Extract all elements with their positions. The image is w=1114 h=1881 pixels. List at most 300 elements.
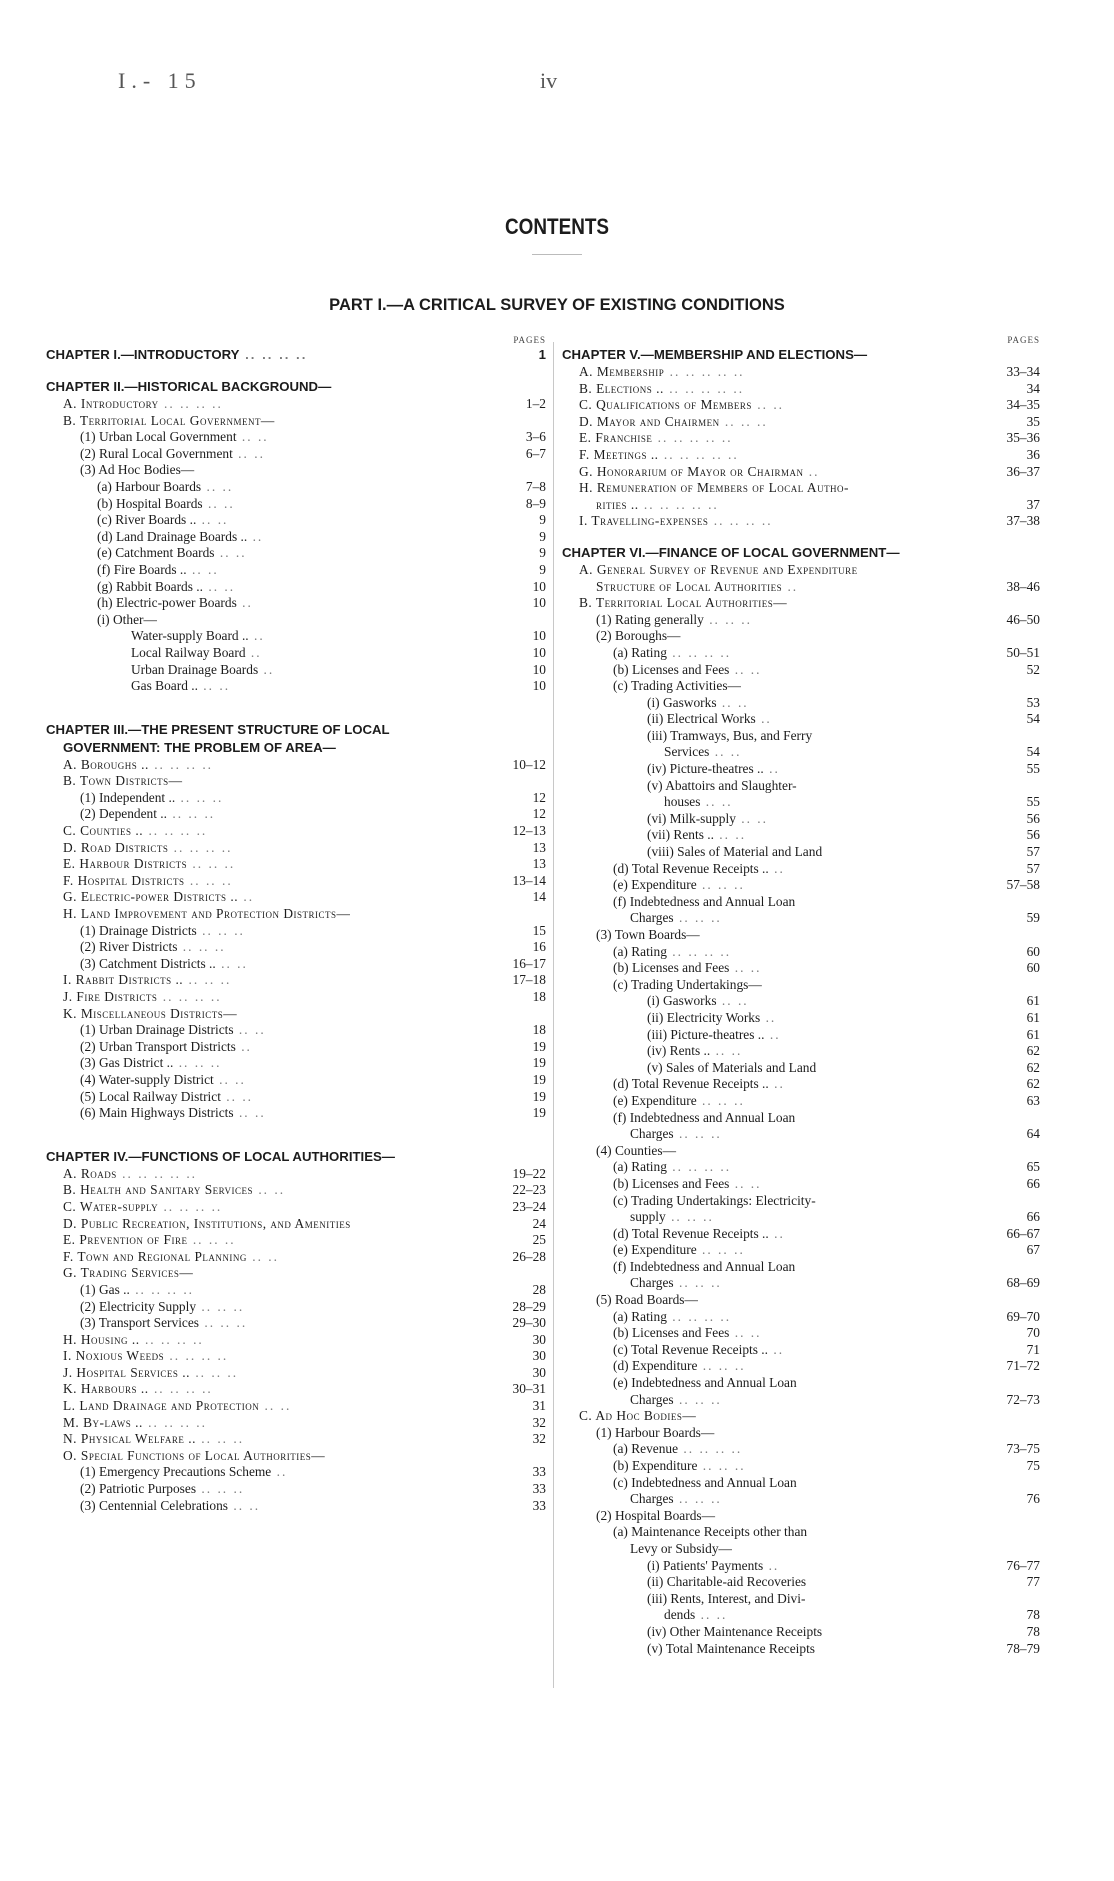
leader-dots: .. .. ..	[189, 1364, 239, 1380]
leader-dots: ..	[235, 1038, 252, 1054]
leader-dots: .. .. .. ..	[142, 1414, 207, 1430]
entry-title	[562, 1143, 1040, 1160]
entry-text: (v) Sales of Materials and Land	[647, 1059, 817, 1075]
leader-dots: .. ..	[695, 1607, 728, 1623]
leader-dots: .. ..	[236, 429, 269, 445]
leader-dots: .. ..	[197, 678, 231, 694]
entry-pages: 28	[532, 1281, 546, 1297]
entry-pages: 35	[1026, 413, 1040, 429]
leader-dots: .. ..	[186, 561, 219, 577]
toc-entry	[46, 446, 546, 463]
entry-pages: 66–67	[1006, 1225, 1040, 1241]
leader-dots: ..	[803, 463, 820, 479]
entry-text: (1) Independent ..	[80, 789, 176, 805]
page-number: iv	[540, 68, 558, 93]
chapter-heading	[46, 1148, 546, 1166]
entry-text: CHAPTER II.—HISTORICAL BACKGROUND—	[46, 379, 332, 394]
entry-title	[46, 396, 546, 413]
entry-text: E. Prevention of Fire	[63, 1232, 188, 1248]
entry-text: (vii) Rents ..	[647, 827, 714, 843]
entry-text: F. Meetings ..	[579, 446, 659, 462]
entry-title	[46, 739, 546, 757]
leader-dots: .. ..	[729, 960, 762, 976]
toc-entry	[562, 711, 1040, 728]
entry-text: (b) Licenses and Fees	[613, 661, 730, 677]
entry-text: Charges	[630, 1275, 674, 1291]
leader-dots: .. .. .. ..	[666, 1308, 732, 1324]
toc-entry	[46, 923, 546, 940]
entry-title	[46, 1448, 546, 1465]
entry-text: (iii) Tramways, Bus, and Ferry	[647, 727, 813, 743]
leader-dots: .. ..	[214, 545, 247, 561]
entry-text: Charges	[630, 1491, 674, 1507]
toc-entry	[46, 1381, 546, 1398]
toc-entry	[46, 1105, 546, 1122]
toc-entry	[46, 939, 546, 956]
entry-text: L. Land Drainage and Protection	[63, 1398, 260, 1414]
leader-dots: .. ..	[232, 445, 265, 461]
toc-entry	[46, 889, 546, 906]
entry-pages: 3–6	[525, 429, 546, 445]
toc-entry	[46, 479, 546, 496]
entry-text: (2) Boroughs—	[596, 628, 681, 644]
entry-title	[46, 645, 546, 662]
leader-dots: .. ..	[713, 827, 747, 843]
toc-entry	[46, 956, 546, 973]
entry-title	[46, 678, 546, 695]
toc-entry	[562, 695, 1040, 712]
entry-text: (ii) Charitable-aid Recoveries	[647, 1574, 807, 1590]
entry-pages: 10	[532, 661, 546, 677]
entry-pages: 19	[532, 1038, 546, 1054]
toc-entry	[46, 1006, 546, 1023]
entry-text: G. Electric-power Districts ..	[63, 889, 239, 905]
entry-text: Gas Board ..	[131, 678, 198, 694]
chapter-heading	[46, 721, 546, 739]
entry-title	[46, 1315, 546, 1332]
toc-entry	[46, 823, 546, 840]
entry-text: Water-supply Board ..	[131, 628, 249, 644]
entry-pages: 32	[532, 1414, 546, 1430]
toc-entry	[46, 512, 546, 529]
leader-dots: ..	[764, 1026, 781, 1042]
entry-title	[562, 1508, 1040, 1525]
toc-entry	[562, 1043, 1040, 1060]
entry-text: CHAPTER VI.—FINANCE OF LOCAL GOVERNMENT—	[562, 544, 900, 560]
entry-text: D. Public Recreation, Institutions, and Amenities	[63, 1215, 351, 1231]
entry-pages: 30	[532, 1331, 546, 1347]
toc-entry	[46, 612, 546, 629]
entry-text: (iv) Rents ..	[647, 1043, 711, 1059]
entry-text: (2) Dependent ..	[80, 806, 168, 822]
entry-title	[46, 462, 546, 479]
toc-entry	[562, 513, 1040, 530]
entry-pages: 68–69	[1006, 1275, 1040, 1291]
entry-text: (i) Other—	[97, 611, 157, 627]
toc-entry	[46, 1481, 546, 1498]
toc-entry	[562, 894, 1040, 911]
entry-text: (a) Harbour Boards	[97, 478, 202, 494]
entry-text: I. Rabbit Districts ..	[63, 972, 184, 988]
leader-dots: ..	[763, 1557, 780, 1573]
leader-dots: .. .. .. ..	[164, 1348, 229, 1364]
entry-title	[46, 1381, 546, 1398]
entry-title	[562, 346, 1040, 364]
entry-text: G. Trading Services—	[63, 1265, 194, 1281]
entry-pages: 32	[532, 1431, 546, 1447]
toc-entry	[562, 1226, 1040, 1243]
entry-pages: 65	[1026, 1159, 1040, 1175]
toc-entry	[46, 662, 546, 679]
entry-pages: 50–51	[1006, 644, 1040, 660]
entry-text: (c) Indebtedness and Annual Loan	[613, 1474, 797, 1490]
leader-dots: .. .. ..	[673, 1275, 722, 1291]
entry-pages: 72–73	[1006, 1391, 1040, 1407]
toc-entry	[562, 960, 1040, 977]
toc-entry	[562, 1325, 1040, 1342]
entry-title	[562, 778, 1040, 795]
entry-pages: 77	[1026, 1574, 1040, 1590]
entry-text: (2) Hospital Boards—	[596, 1507, 716, 1523]
entry-title	[562, 1259, 1040, 1276]
entry-title	[46, 989, 546, 1006]
toc-entry	[46, 1431, 546, 1448]
toc-entry	[562, 612, 1040, 629]
toc-entry	[46, 1448, 546, 1465]
entry-pages: 19	[532, 1055, 546, 1071]
entry-title	[46, 1166, 546, 1183]
entry-text: (b) Licenses and Fees	[613, 1325, 730, 1341]
entry-text: (2) Electricity Supply	[80, 1298, 197, 1314]
toc-entry	[46, 1022, 546, 1039]
leader-dots: .. .. .. ..	[678, 1441, 743, 1457]
entry-text: (2) River Districts	[80, 939, 178, 955]
toc-entry	[562, 579, 1040, 596]
entry-pages: 57–58	[1006, 877, 1040, 893]
entry-title	[46, 1006, 546, 1023]
leader-dots: .. .. ..	[196, 922, 245, 938]
entry-text: CHAPTER III.—THE PRESENT STRUCTURE OF LOCAL	[46, 721, 390, 737]
entry-text: A. Introductory	[63, 396, 159, 411]
toc-entry	[562, 861, 1040, 878]
toc-entry	[562, 1027, 1040, 1044]
leader-dots: .. .. .. ..	[666, 1159, 732, 1175]
leader-dots: .. .. .. ..	[158, 1198, 223, 1214]
entry-text: (3) Catchment Districts ..	[80, 955, 216, 971]
toc-entry	[562, 1408, 1040, 1425]
entry-title	[562, 480, 1040, 497]
entry-pages: 15	[532, 922, 546, 938]
entry-pages: 56	[1026, 827, 1040, 843]
leader-dots: ..	[782, 578, 799, 594]
leader-dots: ..	[760, 1009, 777, 1025]
entry-title	[46, 1022, 546, 1039]
entry-pages: 55	[1026, 761, 1040, 777]
entry-text: (viii) Sales of Material and Land	[647, 844, 823, 860]
toc-entry	[46, 972, 546, 989]
toc-entry	[46, 1055, 546, 1072]
leader-dots: .. .. ..	[673, 1126, 722, 1142]
entry-text: (2) Patriotic Purposes	[80, 1481, 197, 1497]
entry-text: C. Ad Hoc Bodies—	[579, 1408, 697, 1424]
entry-pages: 19	[532, 1071, 546, 1087]
entry-text: (1) Urban Drainage Districts	[80, 1022, 234, 1038]
entry-title	[46, 529, 546, 546]
leader-dots: .. ..	[201, 478, 234, 494]
entry-text: (ii) Electrical Works	[647, 711, 756, 727]
entry-text: (d) Total Revenue Receipts ..	[613, 860, 769, 876]
entry-text: (ii) Electricity Works	[647, 1009, 761, 1025]
entry-title	[46, 1148, 546, 1166]
leader-dots: .. .. .. ..	[143, 823, 208, 839]
leader-dots: .. ..	[729, 661, 762, 677]
entry-pages: 76	[1026, 1491, 1040, 1507]
leader-dots: .. .. ..	[673, 1391, 722, 1407]
chapter-heading	[46, 739, 546, 757]
toc-entry	[46, 462, 546, 479]
entry-title	[46, 1398, 546, 1415]
toc-entry	[562, 364, 1040, 381]
toc-entry	[562, 645, 1040, 662]
entry-text: (2) Rural Local Government	[80, 445, 233, 461]
entry-pages: 9	[539, 545, 546, 561]
toc-entry	[46, 429, 546, 446]
leader-dots: ..	[236, 595, 253, 611]
entry-title	[46, 545, 546, 562]
leader-dots: .. ..	[196, 512, 229, 528]
entry-pages: 62	[1026, 1043, 1040, 1059]
toc-entry	[46, 545, 546, 562]
entry-pages: 64	[1026, 1126, 1040, 1142]
toc-entry	[46, 1166, 546, 1183]
entry-title	[46, 562, 546, 579]
entry-pages: 9	[539, 561, 546, 577]
toc-entry	[562, 1292, 1040, 1309]
toc-entry	[562, 728, 1040, 745]
entry-title	[46, 1431, 546, 1448]
entry-title	[562, 728, 1040, 745]
pages-column-header: PAGES	[1007, 335, 1040, 345]
entry-text: Local Railway Board	[131, 644, 246, 660]
toc-entry	[46, 1282, 546, 1299]
leader-dots: .. ..	[729, 1175, 762, 1191]
toc-entry	[562, 811, 1040, 828]
entry-pages: 22–23	[512, 1182, 546, 1198]
entry-text: rities ..	[596, 496, 639, 512]
toc-entry	[46, 1039, 546, 1056]
spacer	[46, 695, 546, 721]
entry-title	[46, 595, 546, 612]
entry-title	[46, 1072, 546, 1089]
leader-dots: .. ..	[729, 1325, 762, 1341]
entry-text: J. Fire Districts	[63, 989, 158, 1004]
entry-text: (3) Gas District ..	[80, 1055, 174, 1071]
entry-text: (iii) Picture-theatres ..	[647, 1026, 765, 1042]
entry-title	[46, 906, 546, 923]
entry-title	[562, 1541, 1040, 1558]
entry-text: (a) Rating	[613, 943, 667, 959]
leader-dots: ..	[755, 711, 772, 727]
toc-entry	[46, 773, 546, 790]
entry-pages: 46–50	[1006, 611, 1040, 627]
leader-dots: ..	[248, 628, 265, 644]
entry-title	[562, 1110, 1040, 1127]
entry-title	[562, 595, 1040, 612]
toc-entry	[46, 595, 546, 612]
toc-entry	[562, 1392, 1040, 1409]
entry-text: (i) Gasworks	[647, 694, 717, 710]
spacer	[562, 530, 1040, 544]
leader-dots: ..	[763, 761, 780, 777]
leader-dots: .. .. ..	[187, 856, 236, 872]
entry-title	[46, 757, 546, 774]
entry-text: (b) Licenses and Fees	[613, 960, 730, 976]
entry-title	[46, 840, 546, 857]
entry-text: (b) Expenditure	[613, 1458, 698, 1473]
leader-dots: .. ..	[213, 1071, 246, 1087]
leader-dots: .. ..	[202, 495, 235, 511]
entry-text: A. Membership	[579, 364, 665, 379]
toc-entry	[562, 977, 1040, 994]
entry-text: (g) Rabbit Boards ..	[97, 578, 203, 594]
entry-text: C. Qualifications of Members	[579, 397, 752, 413]
spacer	[46, 364, 546, 378]
entry-pages: 33–34	[1006, 364, 1040, 379]
chapter-heading	[562, 346, 1040, 364]
entry-pages: 34–35	[1006, 397, 1040, 413]
toc-entry	[562, 1641, 1040, 1658]
toc-entry	[562, 1076, 1040, 1093]
toc-entry	[46, 856, 546, 873]
entry-text: H. Housing ..	[63, 1331, 140, 1347]
entry-pages: 10–12	[512, 756, 546, 772]
entry-pages: 23–24	[512, 1198, 546, 1214]
toc-entry	[562, 794, 1040, 811]
entry-title	[46, 972, 546, 989]
leader-dots: .. .. .. .. ..	[116, 1165, 198, 1181]
entry-title	[562, 1524, 1040, 1541]
entry-text: (a) Rating	[613, 1308, 667, 1324]
toc-entry	[562, 397, 1040, 414]
entry-title	[46, 662, 546, 679]
leader-dots: .. ..	[215, 955, 248, 971]
leader-dots: .. .. ..	[696, 1242, 745, 1258]
entry-title	[562, 1292, 1040, 1309]
toc-entry	[46, 906, 546, 923]
entry-title	[46, 1199, 546, 1216]
leader-dots: .. .. .. ..	[139, 1331, 204, 1347]
toc-entry	[562, 1242, 1040, 1259]
entry-title	[46, 479, 546, 496]
entry-pages: 19–22	[512, 1165, 546, 1181]
entry-pages: 16	[532, 939, 546, 955]
entry-title	[46, 346, 546, 364]
entry-pages: 61	[1026, 993, 1040, 1009]
entry-pages: 76–77	[1006, 1557, 1040, 1573]
entry-pages: 7–8	[525, 478, 546, 494]
entry-text: (e) Indebtedness and Annual Loan	[613, 1375, 797, 1391]
entry-pages: 24	[532, 1215, 546, 1231]
entry-text: Charges	[630, 910, 674, 926]
toc-entry	[46, 562, 546, 579]
toc-entry	[46, 1315, 546, 1332]
entry-text: I. Travelling-expenses	[579, 513, 709, 529]
entry-title	[46, 1365, 546, 1382]
entry-pages: 10	[532, 595, 546, 611]
entry-text: B. Territorial Local Government—	[63, 412, 275, 428]
leader-dots: .. .. .. ..	[157, 989, 222, 1004]
entry-pages: 66	[1026, 1209, 1040, 1225]
entry-title	[46, 1415, 546, 1432]
entry-text: (e) Catchment Boards	[97, 545, 215, 561]
entry-pages: 12	[532, 806, 546, 822]
entry-pages: 14	[532, 889, 546, 905]
entry-text: (a) Maintenance Receipts other than	[613, 1524, 808, 1540]
entry-title	[46, 1265, 546, 1282]
toc-entry	[562, 744, 1040, 761]
toc-entry	[46, 1232, 546, 1249]
entry-text: (d) Total Revenue Receipts ..	[613, 1225, 769, 1241]
entry-text: (4) Counties—	[596, 1142, 676, 1158]
entry-title	[46, 1182, 546, 1199]
leader-dots: .. .. ..	[696, 877, 745, 893]
entry-title	[562, 977, 1040, 994]
toc-entry	[562, 447, 1040, 464]
part-heading: PART I.—A CRITICAL SURVEY OF EXISTING CONDITIONS	[329, 296, 785, 314]
toc-entry	[562, 1309, 1040, 1326]
leader-dots: .. ..	[716, 694, 749, 710]
entry-title	[562, 562, 1040, 579]
leader-dots: .. .. ..	[703, 611, 752, 627]
toc-entry	[562, 414, 1040, 431]
toc-entry	[562, 1093, 1040, 1110]
entry-text: CHAPTER V.—MEMBERSHIP AND ELECTIONS—	[562, 347, 868, 362]
title-divider	[532, 254, 582, 255]
entry-text: Structure of Local Authorities	[596, 578, 783, 594]
entry-pages: 78	[1026, 1607, 1040, 1623]
entry-pages: 26–28	[512, 1248, 546, 1264]
entry-title	[562, 894, 1040, 911]
leader-dots: .. ..	[233, 1105, 266, 1121]
entry-text: (h) Electric-power Boards	[97, 595, 237, 611]
toc-entry	[562, 1259, 1040, 1276]
toc-entry	[562, 1209, 1040, 1226]
entry-text: Charges	[630, 1126, 674, 1142]
entry-text: (5) Road Boards—	[596, 1292, 698, 1308]
leader-dots: .. .. .. .. ..	[658, 446, 739, 462]
entry-pages: 33	[532, 1481, 546, 1497]
entry-pages: 53	[1026, 694, 1040, 710]
entry-pages: 30	[532, 1364, 546, 1380]
toc-entry	[562, 1624, 1040, 1641]
entry-pages: 25	[532, 1232, 546, 1248]
entry-text: A. General Survey of Revenue and Expenditure	[579, 561, 858, 577]
entry-pages: 70	[1026, 1325, 1040, 1341]
entry-text: B. Town Districts—	[63, 773, 183, 789]
toc-entry	[46, 1415, 546, 1432]
toc-entry	[46, 1199, 546, 1216]
entry-pages: 66	[1026, 1175, 1040, 1191]
toc-entry	[46, 1216, 546, 1233]
entry-text: M. By-laws ..	[63, 1414, 143, 1430]
entry-text: (iv) Picture-theatres ..	[647, 761, 764, 777]
toc-entry	[562, 1574, 1040, 1591]
toc-entry	[562, 1558, 1040, 1575]
entry-title	[46, 823, 546, 840]
entry-title	[46, 512, 546, 529]
entry-text: (1) Harbour Boards—	[596, 1424, 715, 1440]
entry-text: (1) Gas ..	[80, 1281, 130, 1297]
